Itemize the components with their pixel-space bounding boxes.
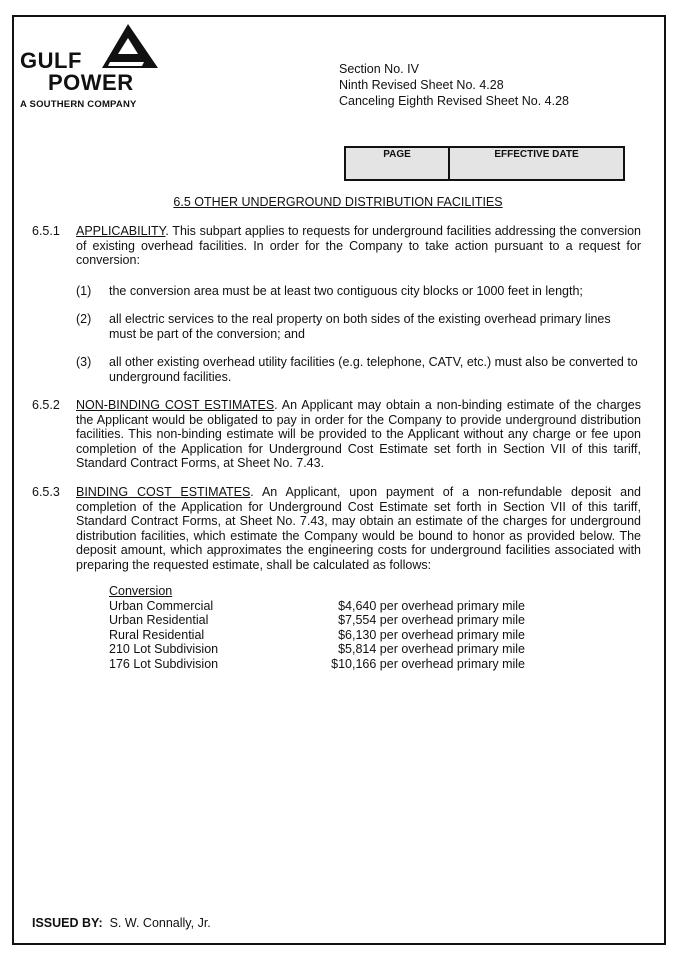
s651-item-1-text: the conversion area must be at least two contiguous city blocks or 1000 feet in length; <box>109 284 583 298</box>
logo-tagline: A SOUTHERN COMPANY <box>20 99 137 110</box>
rate-label: 176 Lot Subdivision <box>109 656 219 671</box>
page-label: PAGE <box>346 148 450 179</box>
s651-item-3-text: all other existing overhead utility facilities (e.g. telephone, CATV, etc.) must also be converted to underground facilities. <box>109 355 638 384</box>
effective-date-label: EFFECTIVE DATE <box>494 149 579 160</box>
issued-by-name: S. W. Connally, Jr. <box>109 916 211 930</box>
rate-row <box>109 628 525 643</box>
gulf-power-logo <box>20 22 170 114</box>
rate-row <box>109 613 525 628</box>
page-effective-date-box <box>344 146 625 181</box>
s651-item-1-number: (1) <box>76 284 92 298</box>
s651-item-2-text: all electric services to the real property on both sides of the existing overhead primary lines must be part of the conversion; and <box>109 312 611 341</box>
rate-value: $7,554 per overhead primary mile <box>338 613 525 628</box>
s652-text: . An Applicant may obtain a non-binding estimate of the charges the Applicant would be obligated to pay in order for the Company to provide underground distribution facilities. This non-binding estimate will be provided to the Applicant without any charge or fee upon completion of the Application for Underground Cost Estimate set forth in Section VII of this tariff, Standard Contract Forms, at Sheet No. 7.43. <box>76 398 641 470</box>
rate-value: $10,166 per overhead primary mile <box>331 656 525 671</box>
section-title-text: 6.5 OTHER UNDERGROUND DISTRIBUTION FACILITIES <box>173 195 503 209</box>
s652-paragraph <box>76 398 641 471</box>
s651-heading: APPLICABILITY <box>76 224 166 238</box>
rate-row <box>109 642 525 657</box>
sheet-info <box>339 61 569 109</box>
rate-row <box>109 599 525 614</box>
s653-text: . An Applicant, upon payment of a non-refundable deposit and completion of the Application for Underground Cost Estimate set forth in Section VII of this tariff, Standard Contract Forms, at Sheet No. 7.43, may obtain an estimate of the charges for underground distribution facilities, which estimate the Company would be bound to honor as provided below. The deposit amount, which approximates the engineering costs for underground facilities associated with preparing the requested estimate, shall be calculated as follows: <box>76 485 641 572</box>
conversion-rates <box>109 584 525 672</box>
s651-paragraph <box>76 224 641 268</box>
s651-item-3-number: (3) <box>76 355 92 369</box>
section-title <box>0 195 676 209</box>
s652-number: 6.5.2 <box>32 398 60 412</box>
rate-value: $4,640 per overhead primary mile <box>338 598 525 613</box>
canceling-sheet: Canceling Eighth Revised Sheet No. 4.28 <box>339 94 570 108</box>
s653-number: 6.5.3 <box>32 485 60 499</box>
section-number: Section No. IV <box>339 62 419 76</box>
s653-heading: BINDING COST ESTIMATES <box>76 485 251 499</box>
s651-text: . This subpart applies to requests for underground facilities addressing the conversion of existing overhead facilities. In order for the Company to take action pursuant to a request for conversion: <box>76 224 641 267</box>
logo-text-gulf: GULF <box>20 48 82 73</box>
conversion-heading: Conversion <box>109 584 173 598</box>
issued-by <box>32 916 211 930</box>
s651-number: 6.5.1 <box>32 224 60 238</box>
s651-item-2-number: (2) <box>76 312 92 326</box>
issued-by-label: ISSUED BY: <box>32 916 103 930</box>
logo-text-power: POWER <box>48 70 134 95</box>
logo-triangle-icon <box>98 22 160 70</box>
rate-label: Rural Residential <box>109 627 205 642</box>
rate-label: Urban Residential <box>109 613 209 628</box>
rate-label: 210 Lot Subdivision <box>109 642 219 657</box>
s653-paragraph <box>76 485 641 572</box>
rate-label: Urban Commercial <box>109 598 214 613</box>
rate-value: $5,814 per overhead primary mile <box>338 642 525 657</box>
rate-value: $6,130 per overhead primary mile <box>338 627 525 642</box>
s652-heading: NON-BINDING COST ESTIMATES <box>76 398 275 412</box>
rate-row <box>109 657 525 672</box>
revised-sheet: Ninth Revised Sheet No. 4.28 <box>339 78 504 92</box>
